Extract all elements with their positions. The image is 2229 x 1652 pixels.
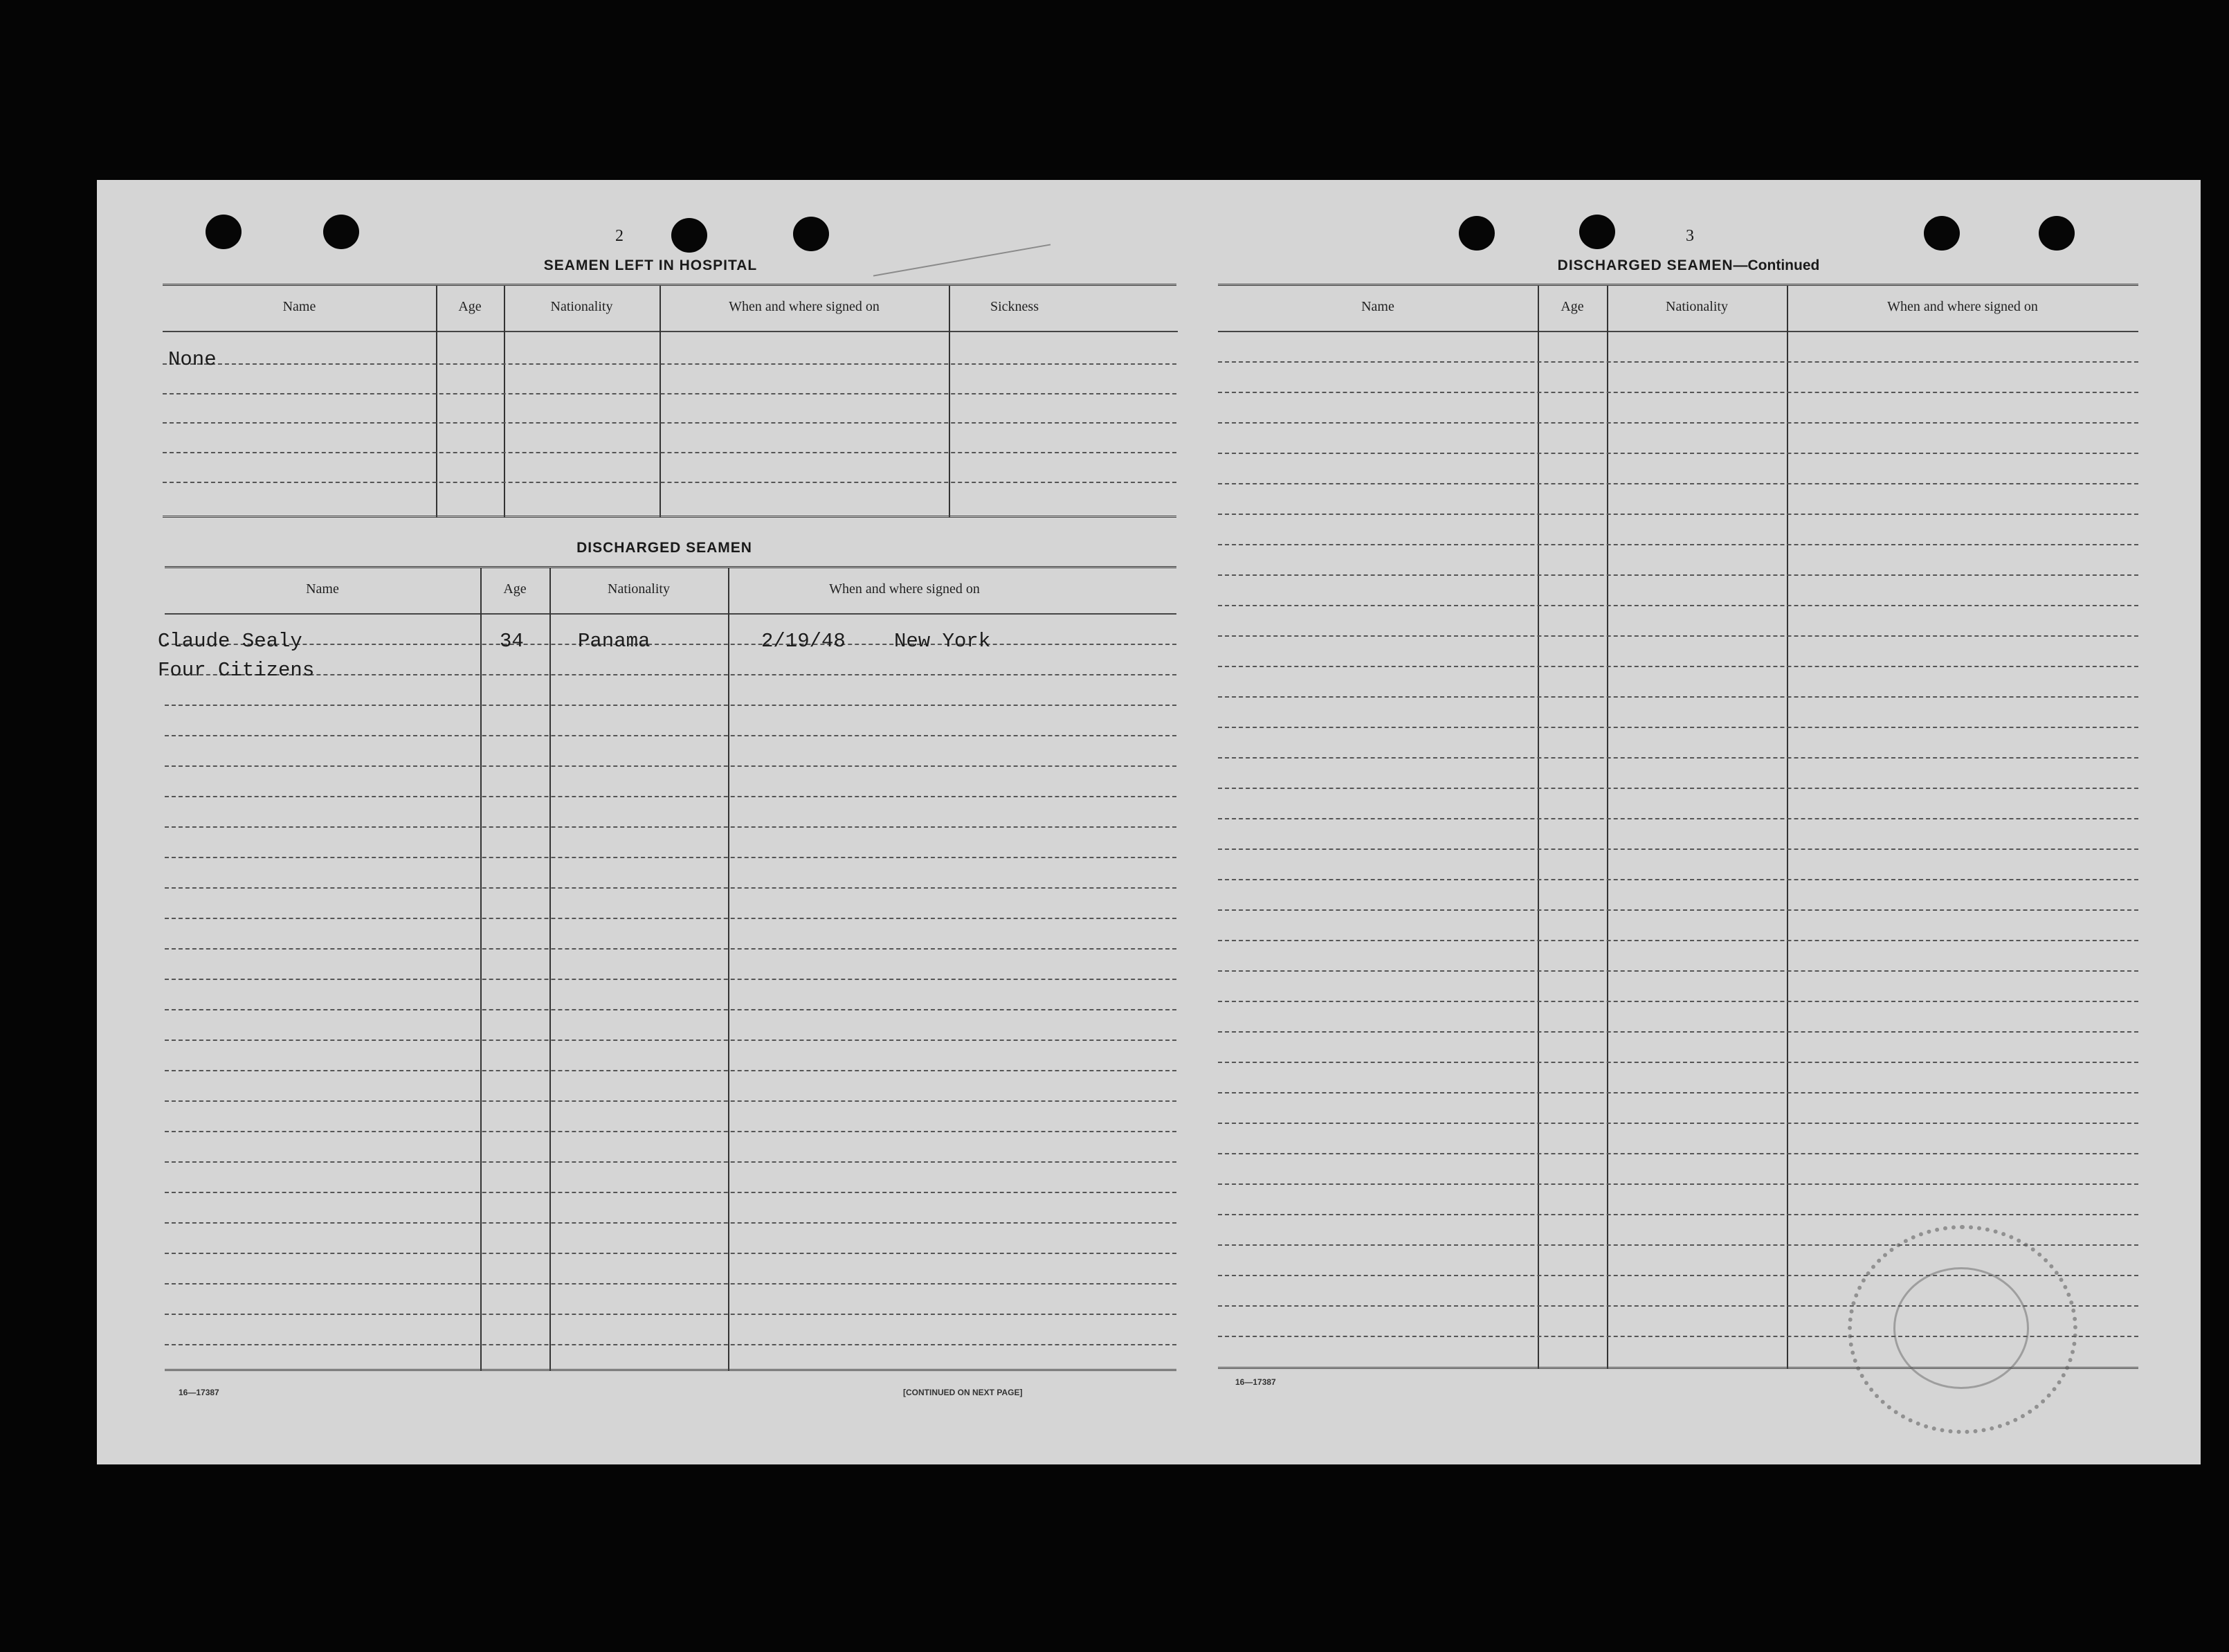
- col-header-sickness: Sickness: [990, 299, 1039, 314]
- row-rule: [165, 1131, 1176, 1132]
- col-header-age: Age: [503, 581, 527, 597]
- row-rule: [1218, 1092, 2138, 1093]
- row-rule: [165, 705, 1176, 706]
- discharged-continued-table: [1218, 284, 2138, 1391]
- row-rule: [1218, 1183, 2138, 1185]
- row-rule: [1218, 574, 2138, 576]
- entry-signed-place: New York: [894, 630, 991, 653]
- hospital-section-title: SEAMEN LEFT IN HOSPITAL: [543, 257, 758, 273]
- col-header-signed-on: When and where signed on: [829, 581, 980, 597]
- document-sheet: [97, 180, 2201, 1464]
- row-rule: [1218, 818, 2138, 819]
- row-rule: [165, 1100, 1176, 1102]
- column-divider: [728, 568, 729, 1370]
- col-header-name: Name: [306, 581, 339, 597]
- row-rule: [165, 1070, 1176, 1071]
- row-rule: [165, 674, 1176, 675]
- row-rule: [1218, 544, 2138, 545]
- column-divider: [1538, 285, 1539, 1368]
- header-rule: [165, 613, 1176, 615]
- form-number: 16—17387: [1235, 1377, 1276, 1387]
- row-rule: [1218, 1214, 2138, 1215]
- row-rule: [165, 1314, 1176, 1315]
- table-bottom-rule: [165, 1369, 1176, 1371]
- punch-hole: [2039, 216, 2075, 251]
- row-rule: [163, 422, 1176, 424]
- row-rule: [1218, 666, 2138, 667]
- entry-nationality: Panama: [578, 630, 650, 653]
- row-rule: [165, 1253, 1176, 1254]
- row-rule: [1218, 970, 2138, 972]
- col-header-signed-on: When and where signed on: [1887, 299, 2038, 314]
- continued-note: [CONTINUED ON NEXT PAGE]: [903, 1388, 1023, 1397]
- row-rule: [1218, 1031, 2138, 1033]
- row-rule: [165, 1040, 1176, 1041]
- row-rule: [1218, 453, 2138, 454]
- header-rule: [163, 331, 1178, 332]
- row-rule: [1218, 788, 2138, 789]
- row-rule: [165, 1192, 1176, 1193]
- right-section-title: [1509, 257, 1868, 274]
- row-rule: [1218, 727, 2138, 728]
- row-rule: [1218, 514, 2138, 515]
- row-rule: [1218, 635, 2138, 637]
- title-continued: —Continued: [1733, 257, 1820, 273]
- pencil-mark: [873, 244, 1050, 276]
- entry-signed-date: 2/19/48: [761, 630, 846, 653]
- row-rule: [1218, 940, 2138, 941]
- col-header-age: Age: [1561, 299, 1584, 314]
- row-rule: [165, 1222, 1176, 1224]
- row-rule: [165, 735, 1176, 736]
- column-divider: [549, 568, 551, 1370]
- table-bottom-rule: [163, 516, 1176, 518]
- row-rule: [165, 1161, 1176, 1163]
- row-rule: [165, 826, 1176, 828]
- column-divider: [480, 568, 482, 1370]
- row-rule: [1218, 909, 2138, 911]
- punch-hole: [671, 218, 707, 253]
- row-rule: [165, 918, 1176, 919]
- row-rule: [1218, 1123, 2138, 1124]
- row-rule: [1218, 879, 2138, 880]
- hospital-entry-name: None: [168, 348, 217, 371]
- row-rule: [165, 765, 1176, 767]
- row-rule: [165, 644, 1176, 645]
- row-rule: [1218, 1062, 2138, 1063]
- header-rule: [1218, 331, 2138, 332]
- table-top-rule: [1218, 284, 2138, 286]
- row-rule: [163, 393, 1176, 394]
- row-rule: [165, 857, 1176, 858]
- punch-hole: [1924, 216, 1960, 251]
- col-header-nationality: Nationality: [1666, 299, 1728, 314]
- entry-age: 34: [500, 630, 524, 653]
- punch-hole: [1459, 216, 1495, 251]
- punch-hole: [206, 215, 242, 249]
- row-rule: [163, 482, 1176, 483]
- col-header-nationality: Nationality: [550, 299, 613, 314]
- col-header-name: Name: [1361, 299, 1394, 314]
- discharged-table: [165, 566, 1176, 1397]
- row-rule: [1218, 605, 2138, 606]
- row-rule: [1218, 1153, 2138, 1154]
- page-number: 3: [1686, 227, 1694, 245]
- page-number: 2: [615, 227, 624, 245]
- row-rule: [1218, 392, 2138, 393]
- entry-name: Claude Sealy: [158, 630, 302, 653]
- punch-hole: [1579, 215, 1615, 249]
- row-rule: [1218, 696, 2138, 698]
- ink-stamp: [1848, 1225, 2077, 1434]
- row-rule: [165, 1009, 1176, 1010]
- row-rule: [1218, 848, 2138, 850]
- row-rule: [1218, 483, 2138, 484]
- row-rule: [1218, 757, 2138, 759]
- row-rule: [165, 1283, 1176, 1285]
- col-header-signed-on: When and where signed on: [729, 299, 880, 314]
- row-rule: [1218, 1001, 2138, 1002]
- entry-name: Four Citizens: [158, 659, 315, 682]
- stamp-inner-ring: [1893, 1267, 2029, 1389]
- col-header-name: Name: [282, 299, 316, 314]
- row-rule: [1218, 422, 2138, 424]
- row-rule: [165, 887, 1176, 889]
- row-rule: [165, 948, 1176, 950]
- column-divider: [1607, 285, 1608, 1368]
- row-rule: [163, 363, 1176, 365]
- row-rule: [165, 1344, 1176, 1345]
- table-top-rule: [165, 566, 1176, 568]
- col-header-nationality: Nationality: [608, 581, 670, 597]
- form-number: 16—17387: [179, 1388, 219, 1397]
- row-rule: [165, 979, 1176, 980]
- discharged-section-title: DISCHARGED SEAMEN: [576, 540, 752, 556]
- row-rule: [163, 452, 1176, 453]
- punch-hole: [793, 217, 829, 251]
- row-rule: [165, 796, 1176, 797]
- row-rule: [1218, 361, 2138, 363]
- title-main: DISCHARGED SEAMEN: [1557, 257, 1734, 273]
- col-header-age: Age: [458, 299, 482, 314]
- column-divider: [1787, 285, 1788, 1368]
- punch-hole: [323, 215, 359, 249]
